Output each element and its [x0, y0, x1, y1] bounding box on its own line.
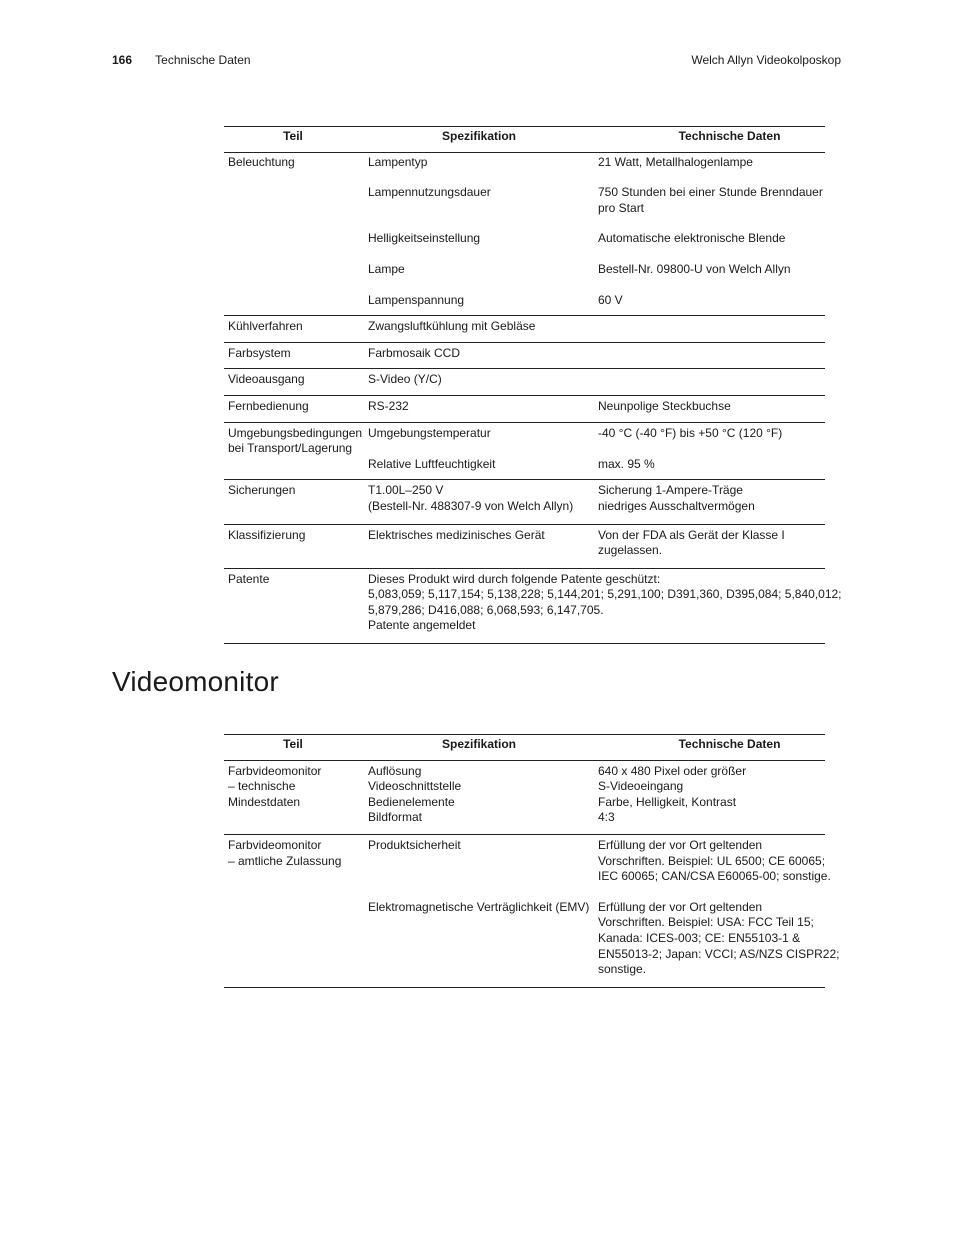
cell-data: Neunpolige Steckbuchse — [594, 395, 825, 422]
cell-data: 21 Watt, Metallhalogenlampe — [598, 154, 753, 169]
cell-data — [594, 316, 825, 343]
cell-teil: Fernbedienung — [224, 395, 364, 422]
table-row — [224, 524, 825, 568]
cell-teil: Klassifizierung — [224, 524, 364, 568]
table-row — [224, 342, 825, 369]
cell-data: 640 x 480 Pixel oder größer S-Videoeingang Farbe, Helligkeit, Kontrast 4:3 — [594, 760, 825, 834]
col-header-technische-daten: Technische Daten — [594, 735, 825, 761]
cell-spec: Auflösung Videoschnittstelle Bedienelemente Bildformat — [364, 760, 594, 834]
table-row — [224, 278, 825, 316]
table-row — [224, 369, 825, 396]
cell-teil: Beleuchtung — [228, 154, 295, 169]
cell-data — [594, 369, 825, 396]
table-row — [224, 568, 825, 643]
table-row — [224, 834, 825, 884]
cell-teil: Videoausgang — [224, 369, 364, 396]
table-header-row — [224, 127, 825, 153]
cell-teil: Patente — [224, 568, 364, 643]
cell-data: -40 °C (-40 °F) bis +50 °C (120 °F) — [598, 425, 783, 440]
cell-data: Automatische elektronische Blende — [598, 231, 786, 246]
spec-table-videokolposkop — [224, 126, 842, 644]
col-header-technische-daten: Technische Daten — [594, 127, 825, 153]
cell-spec: Elektrisches medizinisches Gerät — [364, 524, 594, 568]
col-header-teil: Teil — [224, 735, 364, 761]
col-header-spezifikation: Spezifikation — [364, 735, 594, 761]
cell-data: Erfüllung der vor Ort geltenden Vorschriften. Beispiel: USA: FCC Teil 15; Kanada: ICES-003; CE: EN55103-1 & EN55013-2; Japan: VCCI; AS/NZS CISPR22; sonstige. — [594, 885, 825, 987]
table-row — [224, 216, 825, 247]
cell-data: max. 95 % — [594, 457, 825, 480]
table-row — [224, 885, 825, 987]
cell-spec: Farbmosaik CCD — [364, 342, 594, 369]
table-row — [224, 457, 825, 480]
cell-spec: Zwangsluftkühlung mit Gebläse — [364, 316, 594, 343]
spec-table-videomonitor — [224, 734, 840, 988]
section-name: Technische Daten — [155, 53, 251, 67]
cell-spec: Umgebungstemperatur — [368, 425, 491, 440]
cell-spec: Lampentyp — [368, 154, 428, 169]
table-header-row — [224, 735, 825, 761]
cell-data: 750 Stunden bei einer Stunde Brenndauer pro Start — [598, 185, 823, 215]
cell-data: 60 V — [594, 278, 825, 316]
cell-spec: Elektromagnetische Verträglichkeit (EMV) — [364, 885, 594, 987]
table-row — [224, 316, 825, 343]
cell-teil: Farbvideomonitor – amtliche Zulassung — [228, 837, 342, 868]
page-number: 166 — [112, 53, 133, 67]
table-row — [224, 247, 825, 278]
cell-spec: Produktsicherheit — [368, 837, 461, 852]
cell-spec: Helligkeitseinstellung — [368, 231, 481, 246]
product-name: Welch Allyn Videokolposkop — [691, 53, 841, 67]
cell-spec: Lampe — [368, 261, 405, 276]
table-row — [224, 422, 825, 457]
cell-spec: Lampenspannung — [364, 278, 594, 316]
cell-teil: Farbsystem — [224, 342, 364, 369]
table-row — [224, 170, 825, 216]
table-row — [224, 760, 825, 834]
table-row — [224, 480, 825, 524]
cell-teil: Kühlverfahren — [224, 316, 364, 343]
cell-data: Erfüllung der vor Ort geltenden Vorschriften. Beispiel: UL 6500; CE 60065; IEC 60065; CAN/CSA E60065-00; sonstige. — [598, 837, 831, 884]
table-row — [224, 152, 825, 170]
section-title: Videomonitor — [112, 666, 279, 697]
cell-spec: T1.00L–250 V (Bestell-Nr. 488307-9 von Welch Allyn) — [364, 480, 594, 524]
cell-patente: Dieses Produkt wird durch folgende Patente geschützt: 5,083,059; 5,117,154; 5,138,228; 5,144,201; 5,291,100; D391,360, D395,084; 5,840,012; 5,879,286; D416,088; 6,068,593; 6,147,705. Patente angemeldet — [364, 568, 825, 643]
col-header-spezifikation: Spezifikation — [364, 127, 594, 153]
cell-spec: S-Video (Y/C) — [364, 369, 594, 396]
table-row — [224, 395, 825, 422]
cell-data: Von der FDA als Gerät der Klasse I zugelassen. — [594, 524, 825, 568]
cell-teil: Umgebungsbedingungen bei Transport/Lagerung — [228, 425, 363, 456]
cell-teil: Sicherungen — [224, 480, 364, 524]
col-header-teil: Teil — [224, 127, 364, 153]
cell-data: Sicherung 1-Ampere-Träge niedriges Ausschaltvermögen — [594, 480, 825, 524]
cell-spec: RS-232 — [364, 395, 594, 422]
cell-spec: Relative Luftfeuchtigkeit — [364, 457, 594, 480]
cell-spec: Lampennutzungsdauer — [368, 185, 491, 200]
cell-data — [594, 342, 825, 369]
cell-teil: Farbvideomonitor – technische Mindestdaten — [224, 760, 364, 834]
page-header-left — [112, 53, 251, 67]
cell-data: Bestell-Nr. 09800-U von Welch Allyn — [598, 261, 791, 276]
